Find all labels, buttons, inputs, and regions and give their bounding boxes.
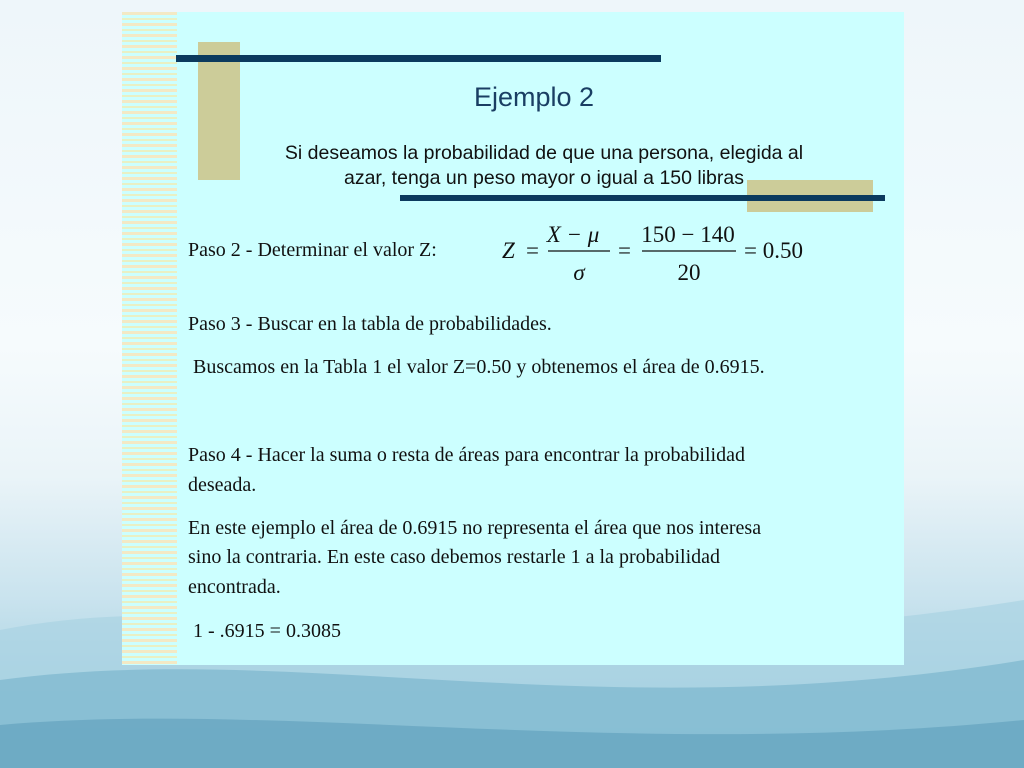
paso4-line-2: deseada. — [188, 474, 257, 496]
intro-line-1: Si deseamos la probabilidad de que una persona, elegida al — [284, 142, 804, 164]
intro-line-2: azar, tenga un peso mayor o igual a 150 libras — [343, 167, 744, 189]
formula-equals-1: = — [526, 238, 539, 263]
explanation-line-1: En este ejemplo el área de 0.6915 no representa el área que nos interesa — [188, 517, 762, 539]
formula-denominator-symbolic: σ — [573, 260, 585, 285]
formula-result: = 0.50 — [744, 238, 803, 263]
decorative-block-left — [198, 42, 240, 180]
paso3-label: Paso 3 - Buscar en la tabla de probabilidades. — [188, 313, 552, 335]
decorative-stripes — [122, 12, 177, 665]
formula-numerator-symbolic: X − μ — [546, 222, 600, 247]
intro-text — [244, 141, 844, 191]
explanation-line-3: encontrada. — [188, 576, 281, 598]
decorative-bar-top — [176, 55, 661, 62]
explanation-line-2: sino la contraria. En este caso debemos restarle 1 a la probabilidad — [188, 546, 721, 568]
paso2-label: Paso 2 - Determinar el valor Z: — [188, 239, 437, 261]
decorative-bar-middle — [400, 195, 885, 201]
slide-canvas — [122, 12, 904, 665]
z-score-formula — [500, 220, 820, 290]
slide-title: Ejemplo 2 — [474, 82, 595, 112]
formula-denominator-values: 20 — [677, 260, 701, 285]
paso4-line-1: Paso 4 - Hacer la suma o resta de áreas para encontrar la probabilidad — [188, 444, 745, 466]
formula-numerator-values: 150 − 140 — [641, 222, 735, 247]
final-calculation: 1 - .6915 = 0.3085 — [193, 620, 341, 642]
formula-equals-2: = — [618, 238, 631, 263]
paso3-detail: Buscamos en la Tabla 1 el valor Z=0.50 y obtenemos el área de 0.6915. — [193, 356, 765, 378]
formula-z: Z — [502, 238, 515, 263]
